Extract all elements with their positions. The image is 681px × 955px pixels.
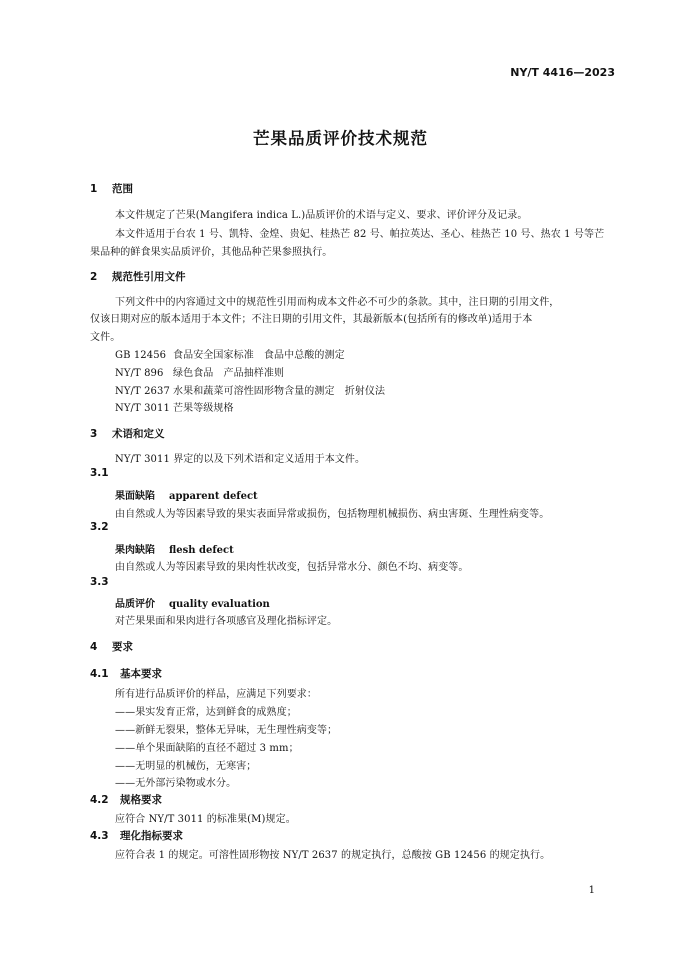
requirement-item: ——单个果面缺陷的直径不超过 3 mm； (115, 743, 299, 754)
subsection-number: 4.3 (90, 830, 109, 842)
term-chinese: 果肉缺陷 (115, 545, 155, 556)
reference-item (115, 382, 385, 397)
term-3-1-number: 3.1 (90, 467, 109, 479)
section-3-paragraph: NY/T 3011 界定的以及下列术语和定义适用于本文件。 (115, 454, 366, 465)
subsection-4-2-heading (90, 792, 162, 807)
page-number: 1 (588, 885, 595, 896)
term-english: apparent defect (169, 491, 258, 502)
section-1-paragraph-2-line-1: 本文件适用于台农 1 号、凯特、金煌、贵妃、桂热芒 82 号、帕拉英达、圣心、桂热芒 10 号、热农 1 号等芒 (115, 229, 605, 240)
term-3-1-definition: 由自然或人为等因素导致的果实表面异常或损伤，包括物理机械损伤、病虫害斑、生理性病变等。 (115, 509, 550, 520)
section-title: 规范性引用文件 (112, 271, 186, 283)
subsection-title: 理化指标要求 (120, 830, 183, 842)
subsection-4-1-heading (90, 666, 162, 681)
reference-item (115, 346, 345, 361)
term-english: quality evaluation (169, 599, 270, 610)
reference-title: 芒果等级规格 (173, 403, 234, 414)
requirement-item: ——新鲜无裂果，整体无异味，无生理性病变等； (115, 725, 338, 736)
standard-number: NY/T 4416—2023 (510, 66, 615, 79)
requirement-item: ——果实发育正常，达到鲜食的成熟度； (115, 707, 297, 718)
reference-code: NY/T 2637 (115, 386, 170, 397)
section-2-paragraph-line-2: 仅该日期对应的版本适用于本文件；不注日期的引用文件，其最新版本(包括所有的修改单)适用于本 (90, 314, 533, 325)
reference-item (115, 399, 234, 414)
subsection-title: 规格要求 (120, 794, 162, 806)
term-3-2-number: 3.2 (90, 521, 109, 533)
section-number: 2 (90, 271, 98, 283)
section-2-heading (90, 269, 186, 284)
section-number: 1 (90, 183, 98, 195)
reference-code: NY/T 3011 (115, 403, 170, 414)
term-3-1-heading (115, 487, 258, 502)
reference-title: 绿色食品 产品抽样准则 (173, 368, 285, 379)
subsection-number: 4.1 (90, 668, 109, 680)
reference-title: 水果和蔬菜可溶性固形物含量的测定 折射仪法 (173, 386, 386, 397)
term-chinese: 果面缺陷 (115, 491, 155, 502)
subsection-4-1-intro: 所有进行品质评价的样品，应满足下列要求： (115, 689, 317, 700)
section-1-paragraph-1: 本文件规定了芒果(Mangifera indica L.)品质评价的术语与定义、要求、评价评分及记录。 (115, 210, 528, 221)
subsection-number: 4.2 (90, 794, 109, 806)
section-number: 4 (90, 641, 98, 653)
section-title: 术语和定义 (112, 428, 165, 440)
section-2-paragraph-line-3: 文件。 (90, 332, 121, 343)
term-3-2-definition: 由自然或人为等因素导致的果肉性状改变，包括异常水分、颜色不均、病变等。 (115, 562, 469, 573)
section-3-heading (90, 426, 165, 441)
section-1-heading (90, 181, 133, 196)
term-3-3-heading (115, 595, 270, 610)
section-1-paragraph-2-line-2: 果品种的鲜食果实品质评价，其他品种芒果参照执行。 (90, 247, 333, 258)
requirement-item: ——无明显的机械伤，无寒害； (115, 761, 257, 772)
reference-code: GB 12456 (115, 350, 167, 361)
subsection-4-3-text: 应符合表 1 的规定。可溶性固形物按 NY/T 2637 的规定执行，总酸按 GB 12456 的规定执行。 (115, 850, 551, 861)
section-title: 要求 (112, 641, 133, 653)
term-english: flesh defect (169, 545, 234, 556)
reference-item (115, 364, 284, 379)
term-3-3-definition: 对芒果果面和果肉进行各项感官及理化指标评定。 (115, 616, 338, 627)
section-number: 3 (90, 428, 98, 440)
term-3-3-number: 3.3 (90, 576, 109, 588)
subsection-title: 基本要求 (120, 668, 162, 680)
document-title: 芒果品质评价技术规范 (253, 129, 428, 148)
section-title: 范围 (112, 183, 133, 195)
term-3-2-heading (115, 541, 234, 556)
section-2-paragraph-line-1: 下列文件中的内容通过文中的规范性引用而构成本文件必不可少的条款。其中，注日期的引用文件， (115, 297, 560, 308)
subsection-4-3-heading (90, 828, 183, 843)
requirement-item: ——无外部污染物或水分。 (115, 778, 237, 789)
term-chinese: 品质评价 (115, 599, 155, 610)
section-4-heading (90, 639, 133, 654)
subsection-4-2-text: 应符合 NY/T 3011 的标准果(M)规定。 (115, 814, 296, 825)
reference-code: NY/T 896 (115, 368, 164, 379)
reference-title: 食品安全国家标准 食品中总酸的测定 (173, 350, 345, 361)
